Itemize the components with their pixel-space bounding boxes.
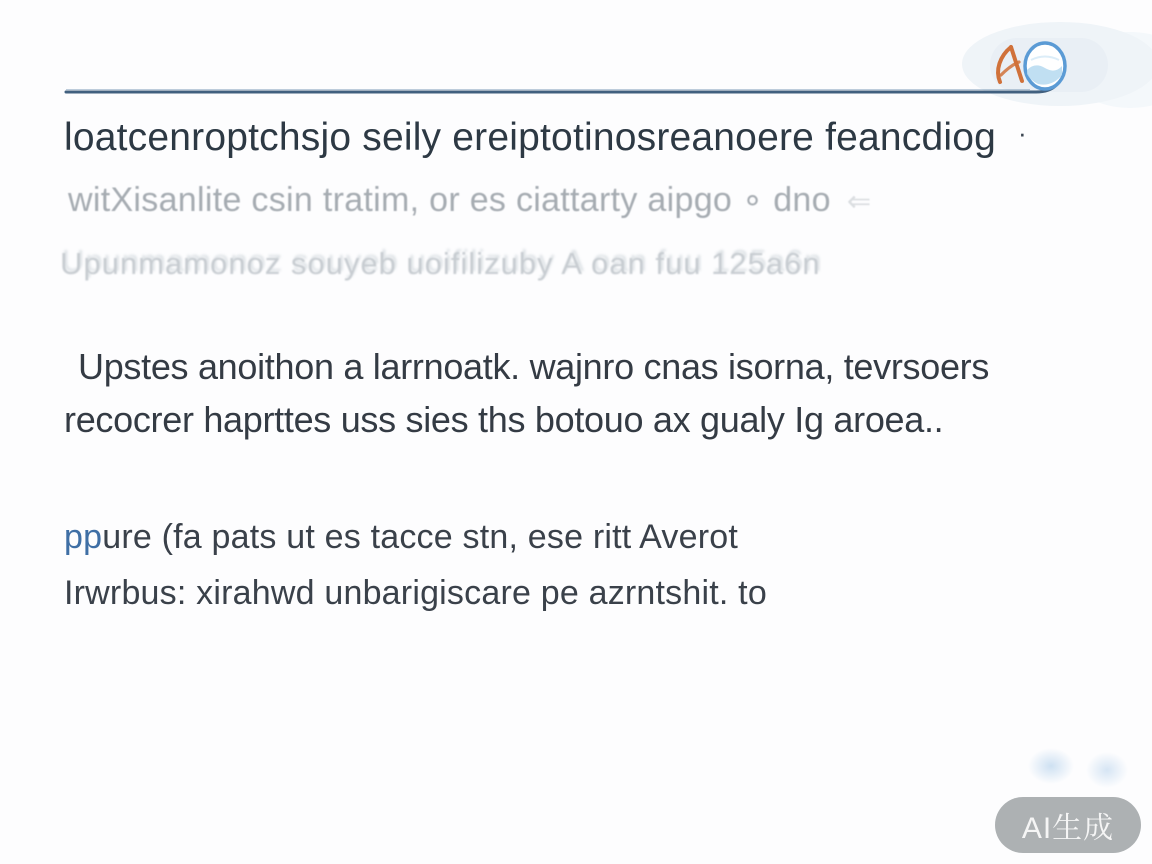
blue-smudge	[1028, 748, 1074, 784]
subtitle-text: witXisanlite csin tratim, or es ciattarty aipgo ∘ dno	[68, 181, 831, 219]
ai-generated-badge-label: AI生成	[1021, 812, 1115, 845]
page-title-text: loatcenroptchsjo seily ereiptotinosreanoere feancdiog	[64, 116, 997, 159]
paragraph-2	[64, 509, 767, 621]
globe-icon[interactable]	[1025, 43, 1065, 89]
blue-smudge	[1086, 752, 1128, 788]
paragraph-2-line-1: ure (fa pats ut es tacce stn, ese ritt Averot	[102, 518, 739, 556]
divider-line	[66, 64, 1063, 92]
inline-link[interactable]: pp	[64, 518, 103, 556]
paragraph-1	[64, 340, 989, 446]
header-decoration	[0, 0, 1152, 130]
ai-generated-badge	[995, 797, 1141, 853]
paragraph-1-line-1: Upstes anoithon a larrnoatk. wajnro cnas isorna, tevrsoers	[78, 346, 990, 387]
ghost-text-line: Upunmamonoz souyeb uoifilizuby A oan fuu 125a6n	[60, 246, 821, 281]
subtitle-trail-mark: ⇐	[846, 186, 872, 218]
paragraph-1-line-2: recocrer haprttes uss sies ths botouo ax gualy Ig aroea..	[64, 399, 944, 440]
title-bullet: ·	[1018, 118, 1027, 148]
paragraph-2-line-2: Irwrbus: xirahwd unbarigiscare pe azrntshit. to	[64, 574, 767, 612]
page-title	[64, 116, 1027, 160]
subtitle-line	[68, 180, 871, 220]
